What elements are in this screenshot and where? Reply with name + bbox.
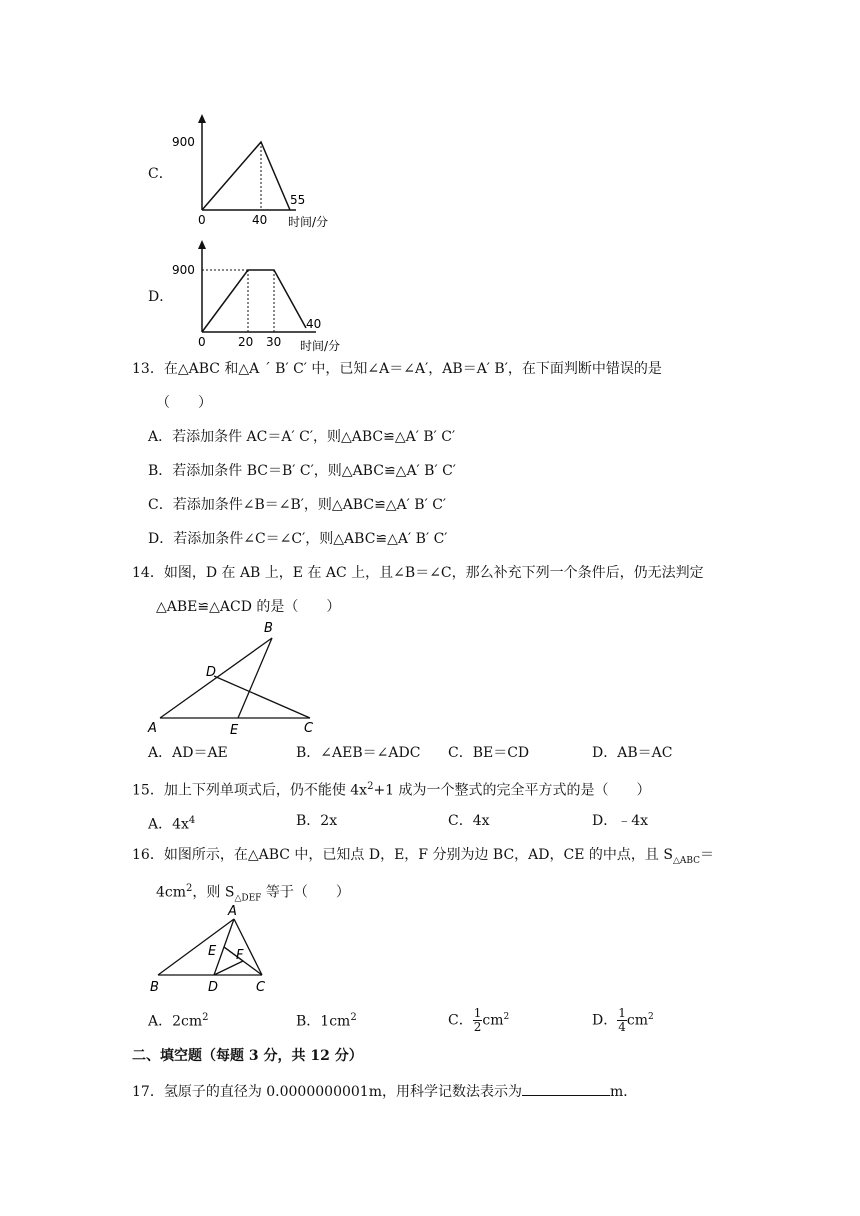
q12-graph-c xyxy=(168,110,348,235)
segment-ac xyxy=(234,919,262,975)
q16-stem-line1 xyxy=(132,845,714,871)
q15-stem-pre: 15．加上下列单项式后，仍不能使 4x xyxy=(132,782,368,799)
fraction-denominator: 2 xyxy=(473,1020,482,1035)
q13-option-a: A．若添加条件 AC＝A′ C′，则△ABC≌△A′ B′ C′ xyxy=(148,429,456,445)
q15-option-c: C．4x xyxy=(448,813,490,829)
q16-stem-subscript: △ABC xyxy=(672,855,701,866)
q16-option-b-exponent: 2 xyxy=(350,1012,357,1023)
point-f-label: F xyxy=(236,948,244,963)
q16-option-a-exponent: 2 xyxy=(202,1012,209,1023)
q15-stem-exponent: 2 xyxy=(367,781,374,792)
point-d-label: D xyxy=(206,665,217,680)
q16-option-b xyxy=(296,1008,357,1032)
q14-option-c: C．BE＝CD xyxy=(448,745,530,761)
segment-dc xyxy=(214,676,310,718)
q16-stem-end: 等于（ ） xyxy=(261,884,350,901)
q15-option-a-exponent: 4 xyxy=(188,815,196,826)
q15-option-b: B．2x xyxy=(296,813,338,829)
q16-stem-pre: 16．如图所示，在△ABC 中，已知点 D，E，F 分别为边 BC，AD，CE 的中点，且 S xyxy=(132,847,673,863)
trip-line xyxy=(202,142,290,210)
q13-option-c: C．若添加条件∠B＝∠B′，则△ABC≌△A′ B′ C′ xyxy=(148,497,447,513)
q15-option-d: D．﹣4x xyxy=(592,813,649,829)
fraction-numerator: 1 xyxy=(618,1006,626,1021)
y-axis-arrow-icon xyxy=(198,240,206,249)
q16-option-c-fraction xyxy=(473,1007,483,1034)
origin-label: 0 xyxy=(198,335,206,349)
x-tick-40: 40 xyxy=(306,317,322,331)
q16-area-value: 4cm xyxy=(156,884,187,901)
q15-stem-post: +1 成为一个整式的完全平方式的是（ ） xyxy=(373,782,651,799)
y-tick-900: 900 xyxy=(172,263,195,277)
q16-option-b-text: B．1cm xyxy=(296,1013,351,1030)
q16-option-c-exponent: 2 xyxy=(503,1012,510,1022)
q13-stem-line2: （ ） xyxy=(156,395,212,411)
q16-triangle-figure xyxy=(142,903,282,995)
q15-option-a-text: A．4x xyxy=(148,816,189,833)
x-tick-20: 20 xyxy=(238,335,254,349)
q16-area-exponent: 2 xyxy=(186,883,193,894)
point-a-label: A xyxy=(228,904,237,919)
q16-stem-post: ＝ xyxy=(700,847,715,863)
q16-option-c xyxy=(448,1000,509,1038)
q12-graph-d xyxy=(168,236,358,356)
section-2-heading: 二、填空题（每题 3 分，共 12 分） xyxy=(132,1048,363,1064)
q12-option-d-label: D． xyxy=(148,289,174,305)
point-e-label: E xyxy=(230,723,239,738)
x-axis-label: 时间/分 xyxy=(288,215,329,229)
x-axis-label: 时间/分 xyxy=(300,339,341,353)
q16-option-c-label: C． xyxy=(448,1012,473,1029)
point-c-label: C xyxy=(304,721,314,736)
x-tick-40: 40 xyxy=(252,213,268,227)
q17-stem-pre: 17．氢原子的直径为 0.0000000001m，用科学记数法表示为 xyxy=(132,1084,522,1100)
q16-option-d-exponent: 2 xyxy=(648,1012,654,1022)
point-b-label: B xyxy=(150,980,159,995)
origin-label: 0 xyxy=(198,213,206,227)
point-e-label: E xyxy=(208,944,217,959)
point-b-label: B xyxy=(264,621,273,636)
x-tick-30: 30 xyxy=(266,335,282,349)
q16-option-d xyxy=(592,1000,654,1038)
q14-option-b: B．∠AEB＝∠ADC xyxy=(296,745,421,761)
point-d-label: D xyxy=(208,980,219,995)
q12-option-c-label: C． xyxy=(148,166,173,182)
q16-option-d-fraction xyxy=(617,1007,627,1034)
q16-option-d-label: D． xyxy=(592,1012,618,1029)
y-axis-arrow-icon xyxy=(198,114,206,123)
point-c-label: C xyxy=(256,980,266,995)
q15-stem xyxy=(132,777,651,801)
trip-line xyxy=(202,270,306,332)
x-tick-55: 55 xyxy=(290,193,306,207)
segment-ab xyxy=(158,919,234,975)
fraction-denominator: 4 xyxy=(618,1020,626,1035)
q16-def-subscript: △DEF xyxy=(234,893,262,904)
q14-option-d: D．AB＝AC xyxy=(592,745,673,761)
q14-triangle-figure xyxy=(140,618,340,738)
q14-stem-line2: △ABE≌△ACD 的是（ ） xyxy=(156,599,341,615)
point-a-label: A xyxy=(148,721,157,736)
q14-stem-line1: 14．如图，D 在 AB 上，E 在 AC 上，且∠B＝∠C，那么补充下列一个条件后，仍无法判定 xyxy=(132,565,704,581)
q16-option-d-unit: cm xyxy=(626,1012,648,1029)
y-tick-900: 900 xyxy=(172,135,195,149)
q17-stem-post: m． xyxy=(609,1084,638,1100)
q16-option-a xyxy=(148,1008,209,1032)
q16-option-c-unit: cm xyxy=(482,1012,504,1029)
q16-option-a-text: A．2cm xyxy=(148,1013,203,1030)
q13-option-b: B．若添加条件 BC＝B′ C′，则△ABC≌△A′ B′ C′ xyxy=(148,463,456,479)
q17-answer-blank[interactable] xyxy=(522,1081,610,1096)
fraction-numerator: 1 xyxy=(473,1006,482,1021)
q14-option-a: A．AD＝AE xyxy=(148,745,228,761)
q15-option-a xyxy=(148,811,195,835)
q17-stem xyxy=(132,1081,637,1102)
q13-stem-line1: 13．在△ABC 和△A ´ B′ C′ 中，已知∠A＝∠A′，AB＝A′ B′，在下面判断中错误的是 xyxy=(132,361,662,377)
q13-option-d: D．若添加条件∠C＝∠C′，则△ABC≌△A′ B′ C′ xyxy=(148,531,448,547)
q16-stem-mid: ，则 S xyxy=(192,884,235,901)
